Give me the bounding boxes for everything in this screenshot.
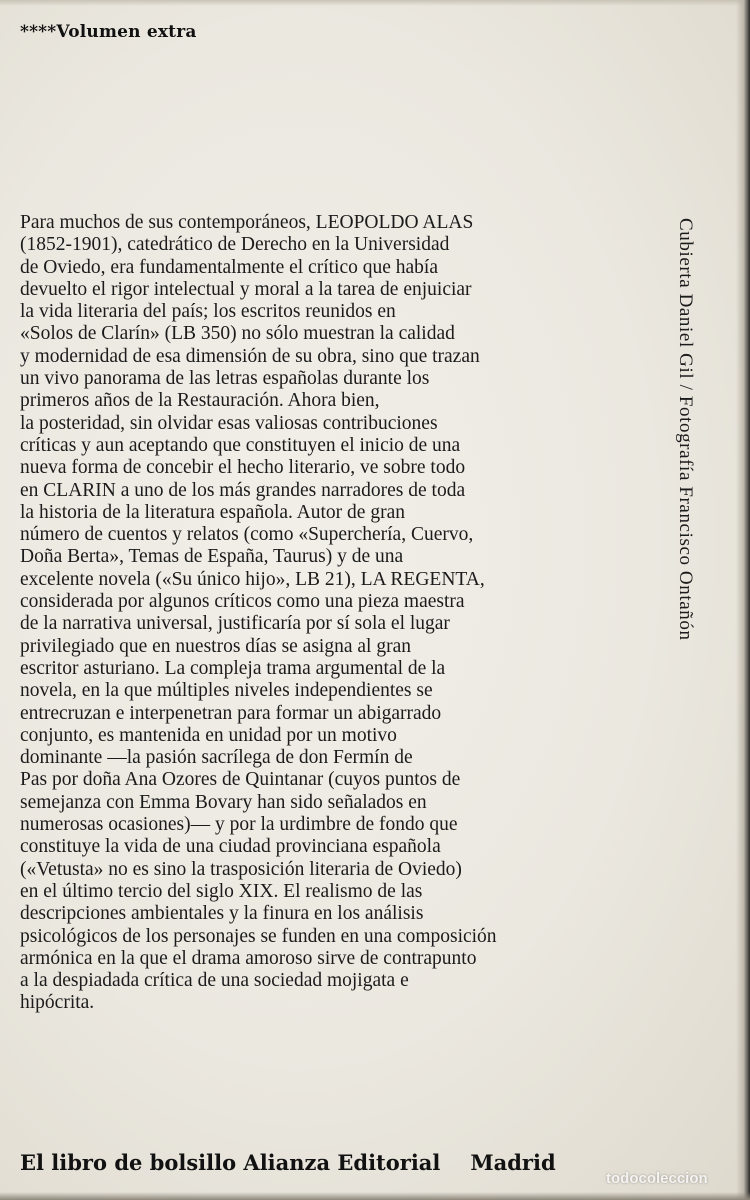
blurb-line: Para muchos de sus contemporáneos, LEOPOLDO ALAS (20, 212, 474, 233)
blurb-line: en CLARIN a uno de los más grandes narradores de toda (20, 479, 466, 501)
blurb-line: conjunto, es mantenida en unidad por un motivo (20, 724, 397, 746)
blurb-line: en el último tercio del siglo XIX. El realismo de las (20, 880, 423, 902)
blurb-line: de Oviedo, era fundamentalmente el crítico que había (20, 256, 438, 278)
blurb-line: y modernidad de esa dimensión de su obra, sino que trazan (20, 345, 480, 367)
blurb-line: constituye la vida de una ciudad provinciana española (20, 836, 441, 858)
cover-credit: Cubierta Daniel Gil / Fotografía Francisco Ontañón (675, 218, 696, 641)
blurb-line: («Vetusta» no es sino la trasposición literaria de Oviedo) (20, 858, 462, 880)
blurb-text (20, 212, 585, 1015)
blurb-line: nueva forma de concebir el hecho literario, ve sobre todo (20, 457, 466, 479)
blurb-line: a la despiadada crítica de una sociedad mojigata e (20, 970, 409, 992)
blurb-line: privilegiado que en nuestros días se asigna al gran (20, 635, 411, 657)
publisher-footer (20, 1150, 556, 1175)
blurb-line: devuelto el rigor intelectual y moral a la tarea de enjuiciar (20, 278, 472, 300)
blurb-line: psicológicos de los personajes se funden en una composición (20, 925, 497, 947)
blurb-line: número de cuentos y relatos (como «Superchería, Cuervo, (20, 524, 474, 546)
blurb-line: de la narrativa universal, justificaría por sí sola el lugar (20, 613, 450, 635)
blurb-line: descripciones ambientales y la finura en los análisis (20, 903, 424, 925)
blurb-line: (1852-1901), catedrático de Derecho en la Universidad (20, 234, 450, 256)
blurb-line: novela, en la que múltiples niveles independientes se (20, 680, 433, 702)
blurb-line: un vivo panorama de las letras españolas durante los (20, 368, 430, 390)
publisher-name: El libro de bolsillo Alianza Editorial (20, 1150, 441, 1175)
publisher-city: Madrid (470, 1150, 556, 1175)
blurb-line: «Solos de Clarín» (LB 350) no sólo muestran la calidad (20, 323, 455, 345)
series-label: ****Volumen extra (20, 22, 197, 42)
blurb-line: críticas y aun aceptando que constituyen el inicio de una (20, 434, 461, 456)
blurb-line: armónica en la que el drama amoroso sirve de contrapunto (20, 947, 477, 969)
blurb-line: numerosas ocasiones)— y por la urdimbre de fondo que (20, 814, 458, 836)
cover-top-edge (0, 0, 750, 6)
blurb-line: semejanza con Emma Bovary han sido señalados en (20, 791, 427, 813)
blurb-line: entrecruzan e interpenetran para formar un abigarrado (20, 702, 442, 724)
blurb-line: escritor asturiano. La compleja trama argumental de la (20, 657, 446, 679)
blurb-line: la vida literaria del país; los escritos reunidos en (20, 301, 396, 323)
blurb-line: primeros años de la Restauración. Ahora bien, (20, 390, 380, 412)
cover-bottom-edge (0, 1192, 750, 1200)
blurb-line: la posteridad, sin olvidar esas valiosas contribuciones (20, 412, 438, 434)
blurb-line: Doña Berta», Temas de España, Taurus) y de una (20, 546, 404, 568)
blurb-line: considerada por algunos críticos como una pieza maestra (20, 591, 465, 613)
blurb-line: excelente novela («Su único hijo», LB 21), LA REGENTA, (20, 568, 485, 590)
blurb-line: dominante —la pasión sacrílega de don Fermín de (20, 747, 413, 769)
blurb-line: hipócrita. (20, 992, 95, 1014)
cover-spine-edge (736, 0, 750, 1200)
blurb-line: Pas por doña Ana Ozores de Quintanar (cuyos puntos de (20, 769, 461, 791)
blurb-line: la historia de la literatura española. Autor de gran (20, 501, 405, 523)
watermark: todocoleccion (606, 1170, 708, 1187)
